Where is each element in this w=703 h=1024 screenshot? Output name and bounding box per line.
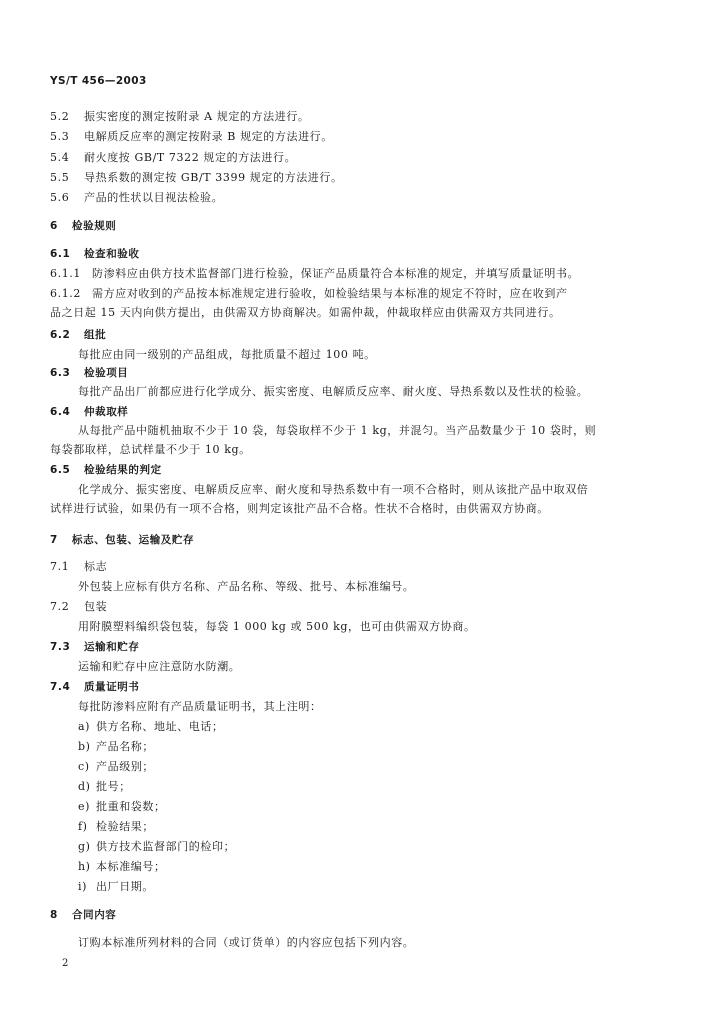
- list-item: [78, 760, 154, 774]
- list-marker: g): [78, 840, 91, 853]
- clause-number: 6.4: [50, 406, 71, 418]
- clause-text: 品之日起 15 天内向供方提出，由供需双方协商解决。如需仲裁，仲裁取样应由供需双方共同进行。: [50, 306, 561, 319]
- clause-7-1-heading: [50, 560, 107, 574]
- clause-7-3-heading: [50, 640, 140, 654]
- clause-6-1-heading: [50, 247, 140, 261]
- list-item: [78, 880, 154, 894]
- list-item: [78, 820, 154, 834]
- section-number: 6: [50, 220, 58, 232]
- clause-text: 每批防渗料应附有产品质量证明书，其上注明：: [78, 700, 322, 713]
- list-marker: d): [78, 780, 91, 793]
- list-text: 本标准编号；: [96, 860, 166, 873]
- standard-code: YS/T 456—2003: [50, 75, 147, 87]
- list-text: 批号；: [96, 780, 131, 793]
- clause-number: 6.3: [50, 367, 71, 379]
- list-item: [78, 860, 166, 874]
- list-item: [78, 780, 131, 794]
- clause-number: 7.2: [50, 600, 70, 613]
- section-7-heading: [50, 533, 194, 547]
- clause-5-4: [50, 151, 296, 165]
- section-title: 检验规则: [72, 220, 117, 232]
- clause-text: 耐火度按 GB/T 7322 规定的方法进行。: [84, 151, 297, 164]
- section-number: 7: [50, 534, 58, 546]
- clause-title: 运输和贮存: [84, 641, 140, 653]
- clause-7-1-text: [78, 580, 414, 594]
- clause-title: 检验结果的判定: [84, 464, 162, 476]
- clause-number: 6.1: [50, 248, 71, 260]
- clause-5-6: [50, 191, 223, 205]
- clause-number: 6.5: [50, 464, 71, 476]
- clause-6-2-text: [78, 348, 376, 362]
- list-item: [78, 800, 166, 814]
- clause-text: 电解质反应率的测定按附录 B 规定的方法进行。: [84, 130, 333, 143]
- list-marker: h): [78, 860, 91, 873]
- clause-number: 6.1.1: [50, 267, 81, 280]
- clause-5-3: [50, 130, 333, 144]
- clause-text: 试样进行试验，如果仍有一项不合格，则判定该批产品不合格。性状不合格时，由供需双方协商。: [50, 502, 549, 515]
- clause-5-5: [50, 171, 343, 185]
- clause-7-4-heading: [50, 680, 140, 694]
- list-marker: b): [78, 740, 91, 753]
- clause-text: 外包装上应标有供方名称、产品名称、等级、批号、本标准编号。: [78, 580, 415, 593]
- clause-title: 组批: [84, 329, 107, 341]
- clause-text: 每批产品出厂前都应进行化学成分、振实密度、电解质反应率、耐火度、导热系数以及性状的检验。: [78, 385, 589, 398]
- clause-number: 5.5: [50, 171, 70, 184]
- list-text: 产品名称；: [96, 740, 154, 753]
- clause-6-5-text-cont: [50, 502, 549, 516]
- clause-6-1-1: [50, 267, 579, 281]
- list-text: 检验结果；: [96, 820, 154, 833]
- clause-6-4-text-cont: [50, 443, 251, 457]
- section-text: 订购本标准所列材料的合同（或订货单）的内容应包括下列内容。: [78, 936, 415, 949]
- clause-title: 检查和验收: [84, 248, 140, 260]
- clause-7-2-text: [78, 620, 476, 634]
- clause-text: 产品的性状以目视法检验。: [84, 191, 224, 204]
- section-8-heading: [50, 908, 116, 922]
- clause-6-5-text: [78, 483, 588, 497]
- clause-number: 5.6: [50, 191, 70, 204]
- clause-6-1-2-cont: [50, 306, 561, 320]
- clause-text: 振实密度的测定按附录 A 规定的方法进行。: [84, 110, 310, 123]
- section-8-text: [78, 936, 414, 950]
- clause-6-2-heading: [50, 328, 106, 342]
- list-marker: c): [78, 760, 90, 773]
- clause-title: 仲裁取样: [84, 406, 129, 418]
- page-number: 2: [62, 958, 69, 969]
- list-item: [78, 740, 154, 754]
- clause-6-3-text: [78, 385, 588, 399]
- clause-number: 5.2: [50, 110, 70, 123]
- section-title: 标志、包装、运输及贮存: [72, 534, 195, 546]
- clause-number: 5.3: [50, 130, 70, 143]
- clause-text: 每袋都取样，总试样量不少于 10 kg。: [50, 443, 251, 456]
- list-text: 批重和袋数；: [96, 800, 166, 813]
- list-text: 出厂日期。: [96, 880, 154, 893]
- clause-title: 检验项目: [84, 367, 129, 379]
- section-number: 8: [50, 909, 58, 921]
- clause-number: 6.1.2: [50, 287, 81, 300]
- clause-number: 6.2: [50, 329, 71, 341]
- clause-text: 需方应对收到的产品按本标准规定进行验收，如检验结果与本标准的规定不符时，应在收到产: [92, 287, 568, 300]
- clause-6-4-text: [78, 424, 596, 438]
- clause-title: 标志: [84, 560, 108, 573]
- list-text: 供方技术监督部门的检印；: [96, 840, 236, 853]
- clause-6-1-2: [50, 287, 568, 301]
- clause-6-5-heading: [50, 463, 162, 477]
- clause-6-4-heading: [50, 405, 128, 419]
- clause-7-3-text: [78, 660, 240, 674]
- clause-6-3-heading: [50, 366, 128, 380]
- clause-number: 5.4: [50, 151, 70, 164]
- clause-text: 每批应由同一级别的产品组成，每批质量不超过 100 吨。: [78, 348, 376, 361]
- list-marker: a): [78, 720, 91, 733]
- clause-text: 化学成分、振实密度、电解质反应率、耐火度和导热系数中有一项不合格时，则从该批产品中取双倍: [78, 483, 589, 496]
- clause-7-4-text: [78, 700, 322, 714]
- list-item: [78, 840, 235, 854]
- clause-text: 防渗料应由供方技术监督部门进行检验，保证产品质量符合本标准的规定，并填写质量证明书。: [92, 267, 580, 280]
- clause-text: 从每批产品中随机抽取不少于 10 袋，每袋取样不少于 1 kg，并混匀。当产品数量少于 10 袋时，则: [78, 424, 597, 437]
- clause-5-2: [50, 110, 310, 124]
- section-6-heading: [50, 219, 116, 233]
- clause-text: 运输和贮存中应注意防水防潮。: [78, 660, 241, 673]
- list-text: 产品级别；: [96, 760, 154, 773]
- list-item: [78, 720, 224, 734]
- list-marker: e): [78, 800, 91, 813]
- clause-text: 用附膜塑料编织袋包装，每袋 1 000 kg 或 500 kg，也可由供需双方协商。: [78, 620, 476, 633]
- clause-title: 质量证明书: [84, 681, 140, 693]
- clause-text: 导热系数的测定按 GB/T 3399 规定的方法进行。: [84, 171, 343, 184]
- clause-number: 7.1: [50, 560, 70, 573]
- list-marker: f): [78, 820, 88, 833]
- section-title: 合同内容: [72, 909, 117, 921]
- clause-title: 包装: [84, 600, 108, 613]
- clause-7-2-heading: [50, 600, 107, 614]
- list-marker: i): [78, 880, 88, 893]
- clause-number: 7.4: [50, 681, 71, 693]
- clause-number: 7.3: [50, 641, 71, 653]
- list-text: 供方名称、地址、电话；: [96, 720, 224, 733]
